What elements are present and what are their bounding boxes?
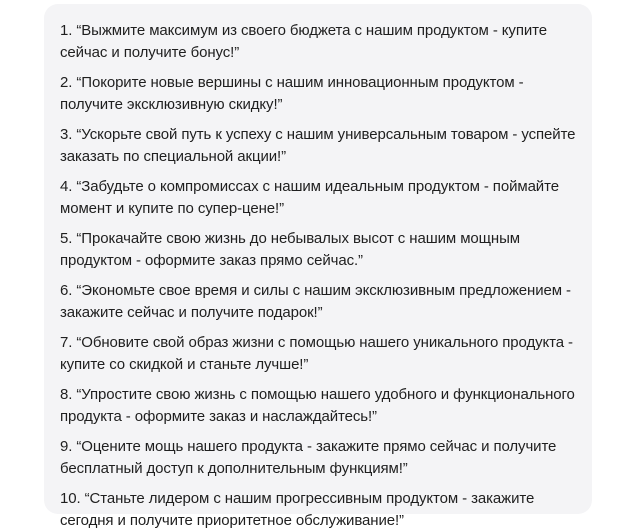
list-item: 4. “Забудьте о компромиссах с нашим идеальным продуктом - поймайте момент и купите по супер-цене!”: [60, 178, 559, 217]
list-item: 7. “Обновите свой образ жизни с помощью нашего уникального продукта - купите со скидкой и станьте лучше!”: [60, 334, 573, 373]
list-item: 8. “Упростите свою жизнь с помощью нашего удобного и функционального продукта - оформите заказ и наслаждайтесь!”: [60, 386, 575, 425]
list-item: 1. “Выжмите максимум из своего бюджета с нашим продуктом - купите сейчас и получите бонус!”: [60, 22, 547, 61]
slogan-list: [60, 20, 576, 532]
list-item: 3. “Ускорьте свой путь к успеху с нашим универсальным товаром - успейте заказать по специальной акции!”: [60, 126, 576, 165]
list-item: 9. “Оцените мощь нашего продукта - закажите прямо сейчас и получите бесплатный доступ к дополнительным функциям!”: [60, 438, 557, 477]
list-item: 6. “Экономьте свое время и силы с нашим эксклюзивным предложением - закажите сейчас и получите подарок!”: [60, 282, 571, 321]
message-card: [44, 4, 592, 529]
list-item: 2. “Покорите новые вершины с нашим инновационным продуктом - получите эксклюзивную скидку!”: [60, 74, 524, 113]
list-item: 10. “Станьте лидером с нашим прогрессивным продуктом - закажите сегодня и получите приоритетное обслуживание!”: [60, 490, 535, 529]
list-item: 5. “Прокачайте свою жизнь до небывалых высот с нашим мощным продуктом - оформите заказ прямо сейчас.”: [60, 230, 520, 269]
